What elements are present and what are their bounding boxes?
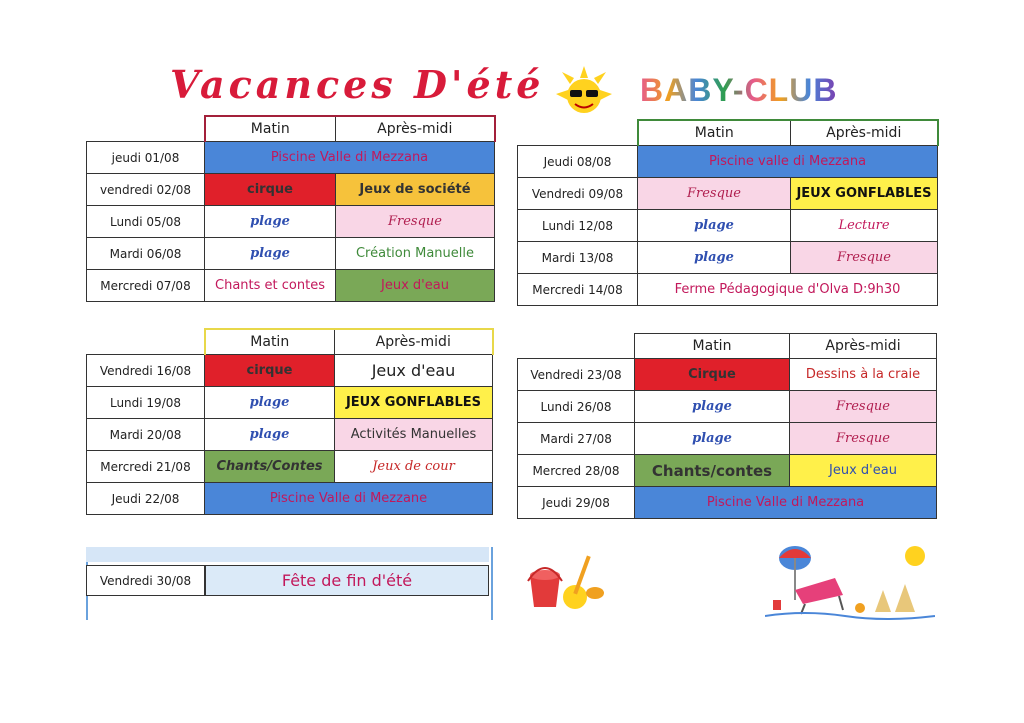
activity-am: plage (205, 419, 335, 451)
day-label: Mercredi 14/08 (518, 274, 638, 306)
beach-scene-icon (765, 540, 935, 620)
sun-icon (548, 64, 620, 126)
activity-pm: Jeux de cour (335, 451, 493, 483)
activity-pm: Jeux d'eau (790, 455, 937, 487)
activity-pm: Fresque (336, 206, 495, 238)
activity-pm: Jeux d'eau (335, 355, 493, 387)
activity-pm: Fresque (790, 423, 937, 455)
day-label: Mardi 20/08 (87, 419, 205, 451)
week1-table (86, 115, 496, 302)
activity-am: Chants et contes (205, 270, 336, 302)
activity-am: plage (635, 391, 790, 423)
head-apres-midi: Après-midi (790, 334, 937, 359)
fete-band (86, 547, 489, 562)
activity-pm: Lecture (791, 210, 938, 242)
activity-pm: Création Manuelle (336, 238, 495, 270)
head-matin: Matin (638, 120, 791, 146)
activity-am: Chants/contes (635, 455, 790, 487)
day-label: Vendredi 16/08 (87, 355, 205, 387)
week3-table (86, 328, 494, 515)
club-name: BABY-CLUB (640, 72, 838, 108)
activity-full: Ferme Pédagogique d'Olva D:9h30 (638, 274, 938, 306)
day-label: Vendredi 09/08 (518, 178, 638, 210)
head-apres-midi: Après-midi (791, 120, 938, 146)
page-title: Vacances D'été (170, 62, 545, 107)
head-matin: Matin (635, 334, 790, 359)
day-label: Jeudi 29/08 (518, 487, 635, 519)
day-label: Jeudi 22/08 (87, 483, 205, 515)
activity-am: plage (638, 242, 791, 274)
activity-full: Piscine Valle di Mezzane (205, 483, 493, 515)
activity-pm: Dessins à la craie (790, 359, 937, 391)
activity-am: cirque (205, 355, 335, 387)
activity-pm: Jeux d'eau (336, 270, 495, 302)
activity-pm: Jeux de société (336, 174, 495, 206)
activity-pm: JEUX GONFLABLES (335, 387, 493, 419)
activity-pm: JEUX GONFLABLES (791, 178, 938, 210)
activity-am: plage (635, 423, 790, 455)
day-label: Lundi 26/08 (518, 391, 635, 423)
activity-full: Piscine valle di Mezzana (638, 146, 938, 178)
activity-am: plage (205, 387, 335, 419)
week2-table (517, 119, 939, 306)
day-label: Lundi 12/08 (518, 210, 638, 242)
day-label: Vendredi 23/08 (518, 359, 635, 391)
day-label: Mercred 28/08 (518, 455, 635, 487)
week4-table (517, 333, 937, 519)
day-label: Lundi 19/08 (87, 387, 205, 419)
activity-am: plage (638, 210, 791, 242)
day-label: Mercredi 07/08 (87, 270, 205, 302)
activity-full: Piscine Valle di Mezzana (635, 487, 937, 519)
day-label: Mercredi 21/08 (87, 451, 205, 483)
day-label: vendredi 02/08 (87, 174, 205, 206)
activity-am: Fresque (638, 178, 791, 210)
head-apres-midi: Après-midi (335, 329, 493, 355)
activity-full: Fête de fin d'été (205, 565, 489, 596)
activity-full: Piscine Valle di Mezzana (205, 142, 495, 174)
day-label: Lundi 05/08 (87, 206, 205, 238)
day-label: Mardi 06/08 (87, 238, 205, 270)
activity-pm: Fresque (791, 242, 938, 274)
activity-pm: Fresque (790, 391, 937, 423)
day-label: Mardi 27/08 (518, 423, 635, 455)
day-label: Jeudi 08/08 (518, 146, 638, 178)
bucket-and-shovel-icon (520, 545, 610, 615)
day-label: jeudi 01/08 (87, 142, 205, 174)
activity-am: plage (205, 206, 336, 238)
day-label: Mardi 13/08 (518, 242, 638, 274)
activity-am: plage (205, 238, 336, 270)
activity-pm: Activités Manuelles (335, 419, 493, 451)
day-label: Vendredi 30/08 (86, 565, 205, 596)
activity-am: Cirque (635, 359, 790, 391)
head-apres-midi: Après-midi (336, 116, 495, 142)
activity-am: cirque (205, 174, 336, 206)
head-matin: Matin (205, 329, 335, 355)
club-title (640, 72, 837, 109)
fete-row (86, 565, 489, 596)
activity-am: Chants/Contes (205, 451, 335, 483)
head-matin: Matin (205, 116, 336, 142)
